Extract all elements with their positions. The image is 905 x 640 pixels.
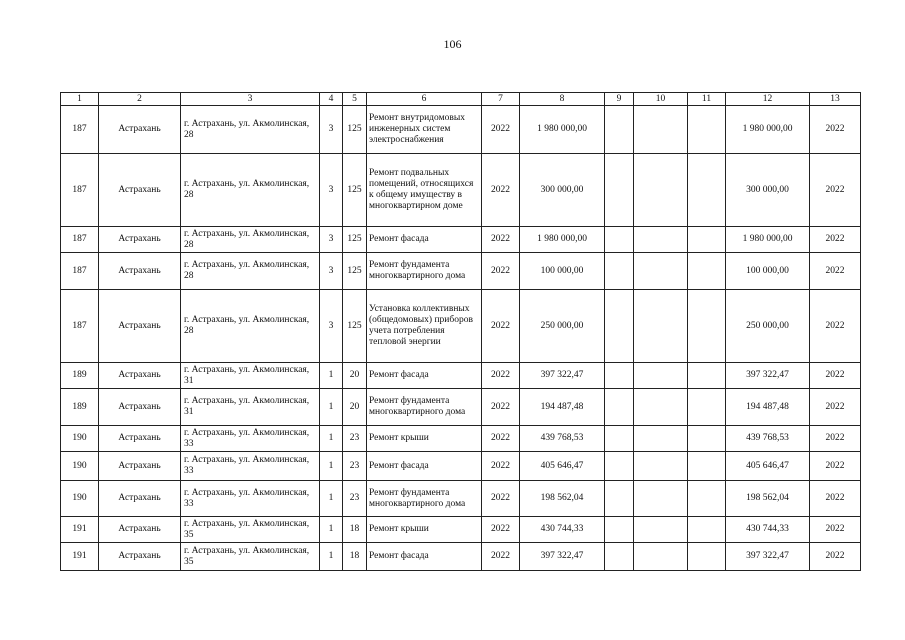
apartments-count-cell: 18	[343, 543, 367, 571]
funds-col-10-cell	[634, 290, 688, 363]
apartments-count-cell: 125	[343, 106, 367, 154]
row-number-cell: 187	[61, 227, 99, 253]
table-row	[61, 154, 861, 227]
funds-col-11-cell	[688, 452, 726, 481]
settlement-name-cell: Астрахань	[99, 543, 181, 571]
house-address-cell: г. Астрахань, ул. Акмолинская, 28	[181, 253, 320, 290]
total-cost-cell: 100 000,00	[520, 253, 605, 290]
start-year-cell: 2022	[482, 227, 520, 253]
table-row	[61, 253, 861, 290]
column-header: 7	[482, 93, 520, 106]
funds-col-10-cell	[634, 517, 688, 543]
total-cost-cell: 1 980 000,00	[520, 227, 605, 253]
row-number-cell: 190	[61, 452, 99, 481]
total-cost-cell: 1 980 000,00	[520, 106, 605, 154]
work-type-cell: Установка коллективных (общедомовых) приборов учета потребления тепловой энергии	[367, 290, 482, 363]
owner-funds-cell: 194 487,48	[726, 389, 810, 426]
funds-col-9-cell	[605, 363, 634, 389]
row-number-cell: 191	[61, 543, 99, 571]
start-year-cell: 2022	[482, 106, 520, 154]
start-year-cell: 2022	[482, 290, 520, 363]
row-number-cell: 189	[61, 389, 99, 426]
total-cost-cell: 397 322,47	[520, 363, 605, 389]
house-address-cell: г. Астрахань, ул. Акмолинская, 31	[181, 363, 320, 389]
row-number-cell: 187	[61, 106, 99, 154]
funds-col-10-cell	[634, 253, 688, 290]
end-year-cell: 2022	[810, 106, 861, 154]
funds-col-9-cell	[605, 154, 634, 227]
funds-col-11-cell	[688, 106, 726, 154]
owner-funds-cell: 430 744,33	[726, 517, 810, 543]
column-number-row	[61, 93, 861, 106]
apartments-count-cell: 23	[343, 426, 367, 452]
work-type-cell: Ремонт фасада	[367, 227, 482, 253]
funds-col-11-cell	[688, 426, 726, 452]
apartments-count-cell: 125	[343, 253, 367, 290]
end-year-cell: 2022	[810, 154, 861, 227]
funds-col-10-cell	[634, 389, 688, 426]
start-year-cell: 2022	[482, 154, 520, 227]
end-year-cell: 2022	[810, 517, 861, 543]
funds-col-9-cell	[605, 481, 634, 517]
row-number-cell: 191	[61, 517, 99, 543]
row-number-cell: 187	[61, 253, 99, 290]
owner-funds-cell: 198 562,04	[726, 481, 810, 517]
table-body	[61, 106, 861, 571]
floors-count-cell: 1	[320, 543, 343, 571]
funds-col-10-cell	[634, 481, 688, 517]
total-cost-cell: 194 487,48	[520, 389, 605, 426]
funds-col-10-cell	[634, 543, 688, 571]
settlement-name-cell: Астрахань	[99, 481, 181, 517]
start-year-cell: 2022	[482, 452, 520, 481]
row-number-cell: 190	[61, 481, 99, 517]
column-header: 11	[688, 93, 726, 106]
start-year-cell: 2022	[482, 253, 520, 290]
settlement-name-cell: Астрахань	[99, 363, 181, 389]
floors-count-cell: 3	[320, 253, 343, 290]
funds-col-9-cell	[605, 517, 634, 543]
floors-count-cell: 1	[320, 426, 343, 452]
house-address-cell: г. Астрахань, ул. Акмолинская, 33	[181, 481, 320, 517]
work-type-cell: Ремонт подвальных помещений, относящихся к общему имуществу в многоквартирном доме	[367, 154, 482, 227]
owner-funds-cell: 1 980 000,00	[726, 106, 810, 154]
end-year-cell: 2022	[810, 290, 861, 363]
column-header: 13	[810, 93, 861, 106]
funds-col-11-cell	[688, 227, 726, 253]
funds-col-9-cell	[605, 253, 634, 290]
settlement-name-cell: Астрахань	[99, 426, 181, 452]
start-year-cell: 2022	[482, 363, 520, 389]
funds-col-9-cell	[605, 227, 634, 253]
work-type-cell: Ремонт фундамента многоквартирного дома	[367, 253, 482, 290]
table-row	[61, 517, 861, 543]
total-cost-cell: 430 744,33	[520, 517, 605, 543]
apartments-count-cell: 20	[343, 363, 367, 389]
house-address-cell: г. Астрахань, ул. Акмолинская, 28	[181, 227, 320, 253]
house-address-cell: г. Астрахань, ул. Акмолинская, 33	[181, 426, 320, 452]
page-number: 106	[443, 37, 462, 51]
owner-funds-cell: 1 980 000,00	[726, 227, 810, 253]
house-address-cell: г. Астрахань, ул. Акмолинская, 35	[181, 543, 320, 571]
owner-funds-cell: 397 322,47	[726, 363, 810, 389]
end-year-cell: 2022	[810, 389, 861, 426]
funds-col-11-cell	[688, 154, 726, 227]
work-type-cell: Ремонт фундамента многоквартирного дома	[367, 389, 482, 426]
table-row	[61, 227, 861, 253]
house-address-cell: г. Астрахань, ул. Акмолинская, 28	[181, 154, 320, 227]
start-year-cell: 2022	[482, 426, 520, 452]
end-year-cell: 2022	[810, 227, 861, 253]
table-row	[61, 363, 861, 389]
total-cost-cell: 405 646,47	[520, 452, 605, 481]
funds-col-10-cell	[634, 154, 688, 227]
funds-col-11-cell	[688, 543, 726, 571]
house-address-cell: г. Астрахань, ул. Акмолинская, 31	[181, 389, 320, 426]
column-header: 4	[320, 93, 343, 106]
funds-col-11-cell	[688, 253, 726, 290]
start-year-cell: 2022	[482, 389, 520, 426]
settlement-name-cell: Астрахань	[99, 253, 181, 290]
work-type-cell: Ремонт фасада	[367, 363, 482, 389]
end-year-cell: 2022	[810, 363, 861, 389]
funds-col-10-cell	[634, 363, 688, 389]
column-header: 3	[181, 93, 320, 106]
table-row	[61, 389, 861, 426]
apartments-count-cell: 23	[343, 481, 367, 517]
column-header: 5	[343, 93, 367, 106]
start-year-cell: 2022	[482, 543, 520, 571]
table-row	[61, 426, 861, 452]
floors-count-cell: 1	[320, 363, 343, 389]
settlement-name-cell: Астрахань	[99, 389, 181, 426]
apartments-count-cell: 125	[343, 290, 367, 363]
column-header: 10	[634, 93, 688, 106]
settlement-name-cell: Астрахань	[99, 154, 181, 227]
house-address-cell: г. Астрахань, ул. Акмолинская, 28	[181, 290, 320, 363]
column-header: 1	[61, 93, 99, 106]
settlement-name-cell: Астрахань	[99, 106, 181, 154]
owner-funds-cell: 397 322,47	[726, 543, 810, 571]
end-year-cell: 2022	[810, 253, 861, 290]
total-cost-cell: 397 322,47	[520, 543, 605, 571]
house-address-cell: г. Астрахань, ул. Акмолинская, 28	[181, 106, 320, 154]
apartments-count-cell: 23	[343, 452, 367, 481]
column-header: 2	[99, 93, 181, 106]
floors-count-cell: 3	[320, 106, 343, 154]
work-type-cell: Ремонт фасада	[367, 543, 482, 571]
funds-col-9-cell	[605, 452, 634, 481]
funds-col-11-cell	[688, 363, 726, 389]
table-row	[61, 106, 861, 154]
funds-col-9-cell	[605, 290, 634, 363]
floors-count-cell: 3	[320, 227, 343, 253]
funds-col-10-cell	[634, 227, 688, 253]
repair-program-table	[60, 92, 861, 571]
work-type-cell: Ремонт фундамента многоквартирного дома	[367, 481, 482, 517]
apartments-count-cell: 18	[343, 517, 367, 543]
end-year-cell: 2022	[810, 452, 861, 481]
floors-count-cell: 1	[320, 481, 343, 517]
owner-funds-cell: 100 000,00	[726, 253, 810, 290]
funds-col-9-cell	[605, 389, 634, 426]
house-address-cell: г. Астрахань, ул. Акмолинская, 33	[181, 452, 320, 481]
funds-col-10-cell	[634, 452, 688, 481]
table-row	[61, 452, 861, 481]
total-cost-cell: 300 000,00	[520, 154, 605, 227]
funds-col-11-cell	[688, 389, 726, 426]
row-number-cell: 187	[61, 154, 99, 227]
floors-count-cell: 1	[320, 452, 343, 481]
work-type-cell: Ремонт крыши	[367, 517, 482, 543]
owner-funds-cell: 300 000,00	[726, 154, 810, 227]
owner-funds-cell: 250 000,00	[726, 290, 810, 363]
column-header: 8	[520, 93, 605, 106]
funds-col-9-cell	[605, 106, 634, 154]
floors-count-cell: 1	[320, 389, 343, 426]
owner-funds-cell: 439 768,53	[726, 426, 810, 452]
row-number-cell: 187	[61, 290, 99, 363]
settlement-name-cell: Астрахань	[99, 227, 181, 253]
column-header: 6	[367, 93, 482, 106]
funds-col-11-cell	[688, 481, 726, 517]
end-year-cell: 2022	[810, 481, 861, 517]
table-row	[61, 481, 861, 517]
total-cost-cell: 198 562,04	[520, 481, 605, 517]
work-type-cell: Ремонт крыши	[367, 426, 482, 452]
table-row	[61, 543, 861, 571]
funds-col-9-cell	[605, 426, 634, 452]
end-year-cell: 2022	[810, 426, 861, 452]
start-year-cell: 2022	[482, 481, 520, 517]
column-header: 12	[726, 93, 810, 106]
apartments-count-cell: 125	[343, 154, 367, 227]
funds-col-9-cell	[605, 543, 634, 571]
work-type-cell: Ремонт фасада	[367, 452, 482, 481]
settlement-name-cell: Астрахань	[99, 517, 181, 543]
funds-col-10-cell	[634, 426, 688, 452]
column-header: 9	[605, 93, 634, 106]
funds-col-11-cell	[688, 517, 726, 543]
table-row	[61, 290, 861, 363]
work-type-cell: Ремонт внутридомовых инженерных систем электроснабжения	[367, 106, 482, 154]
settlement-name-cell: Астрахань	[99, 452, 181, 481]
end-year-cell: 2022	[810, 543, 861, 571]
row-number-cell: 190	[61, 426, 99, 452]
funds-col-11-cell	[688, 290, 726, 363]
apartments-count-cell: 125	[343, 227, 367, 253]
funds-col-10-cell	[634, 106, 688, 154]
floors-count-cell: 3	[320, 154, 343, 227]
house-address-cell: г. Астрахань, ул. Акмолинская, 35	[181, 517, 320, 543]
floors-count-cell: 3	[320, 290, 343, 363]
total-cost-cell: 439 768,53	[520, 426, 605, 452]
apartments-count-cell: 20	[343, 389, 367, 426]
owner-funds-cell: 405 646,47	[726, 452, 810, 481]
settlement-name-cell: Астрахань	[99, 290, 181, 363]
start-year-cell: 2022	[482, 517, 520, 543]
total-cost-cell: 250 000,00	[520, 290, 605, 363]
row-number-cell: 189	[61, 363, 99, 389]
floors-count-cell: 1	[320, 517, 343, 543]
